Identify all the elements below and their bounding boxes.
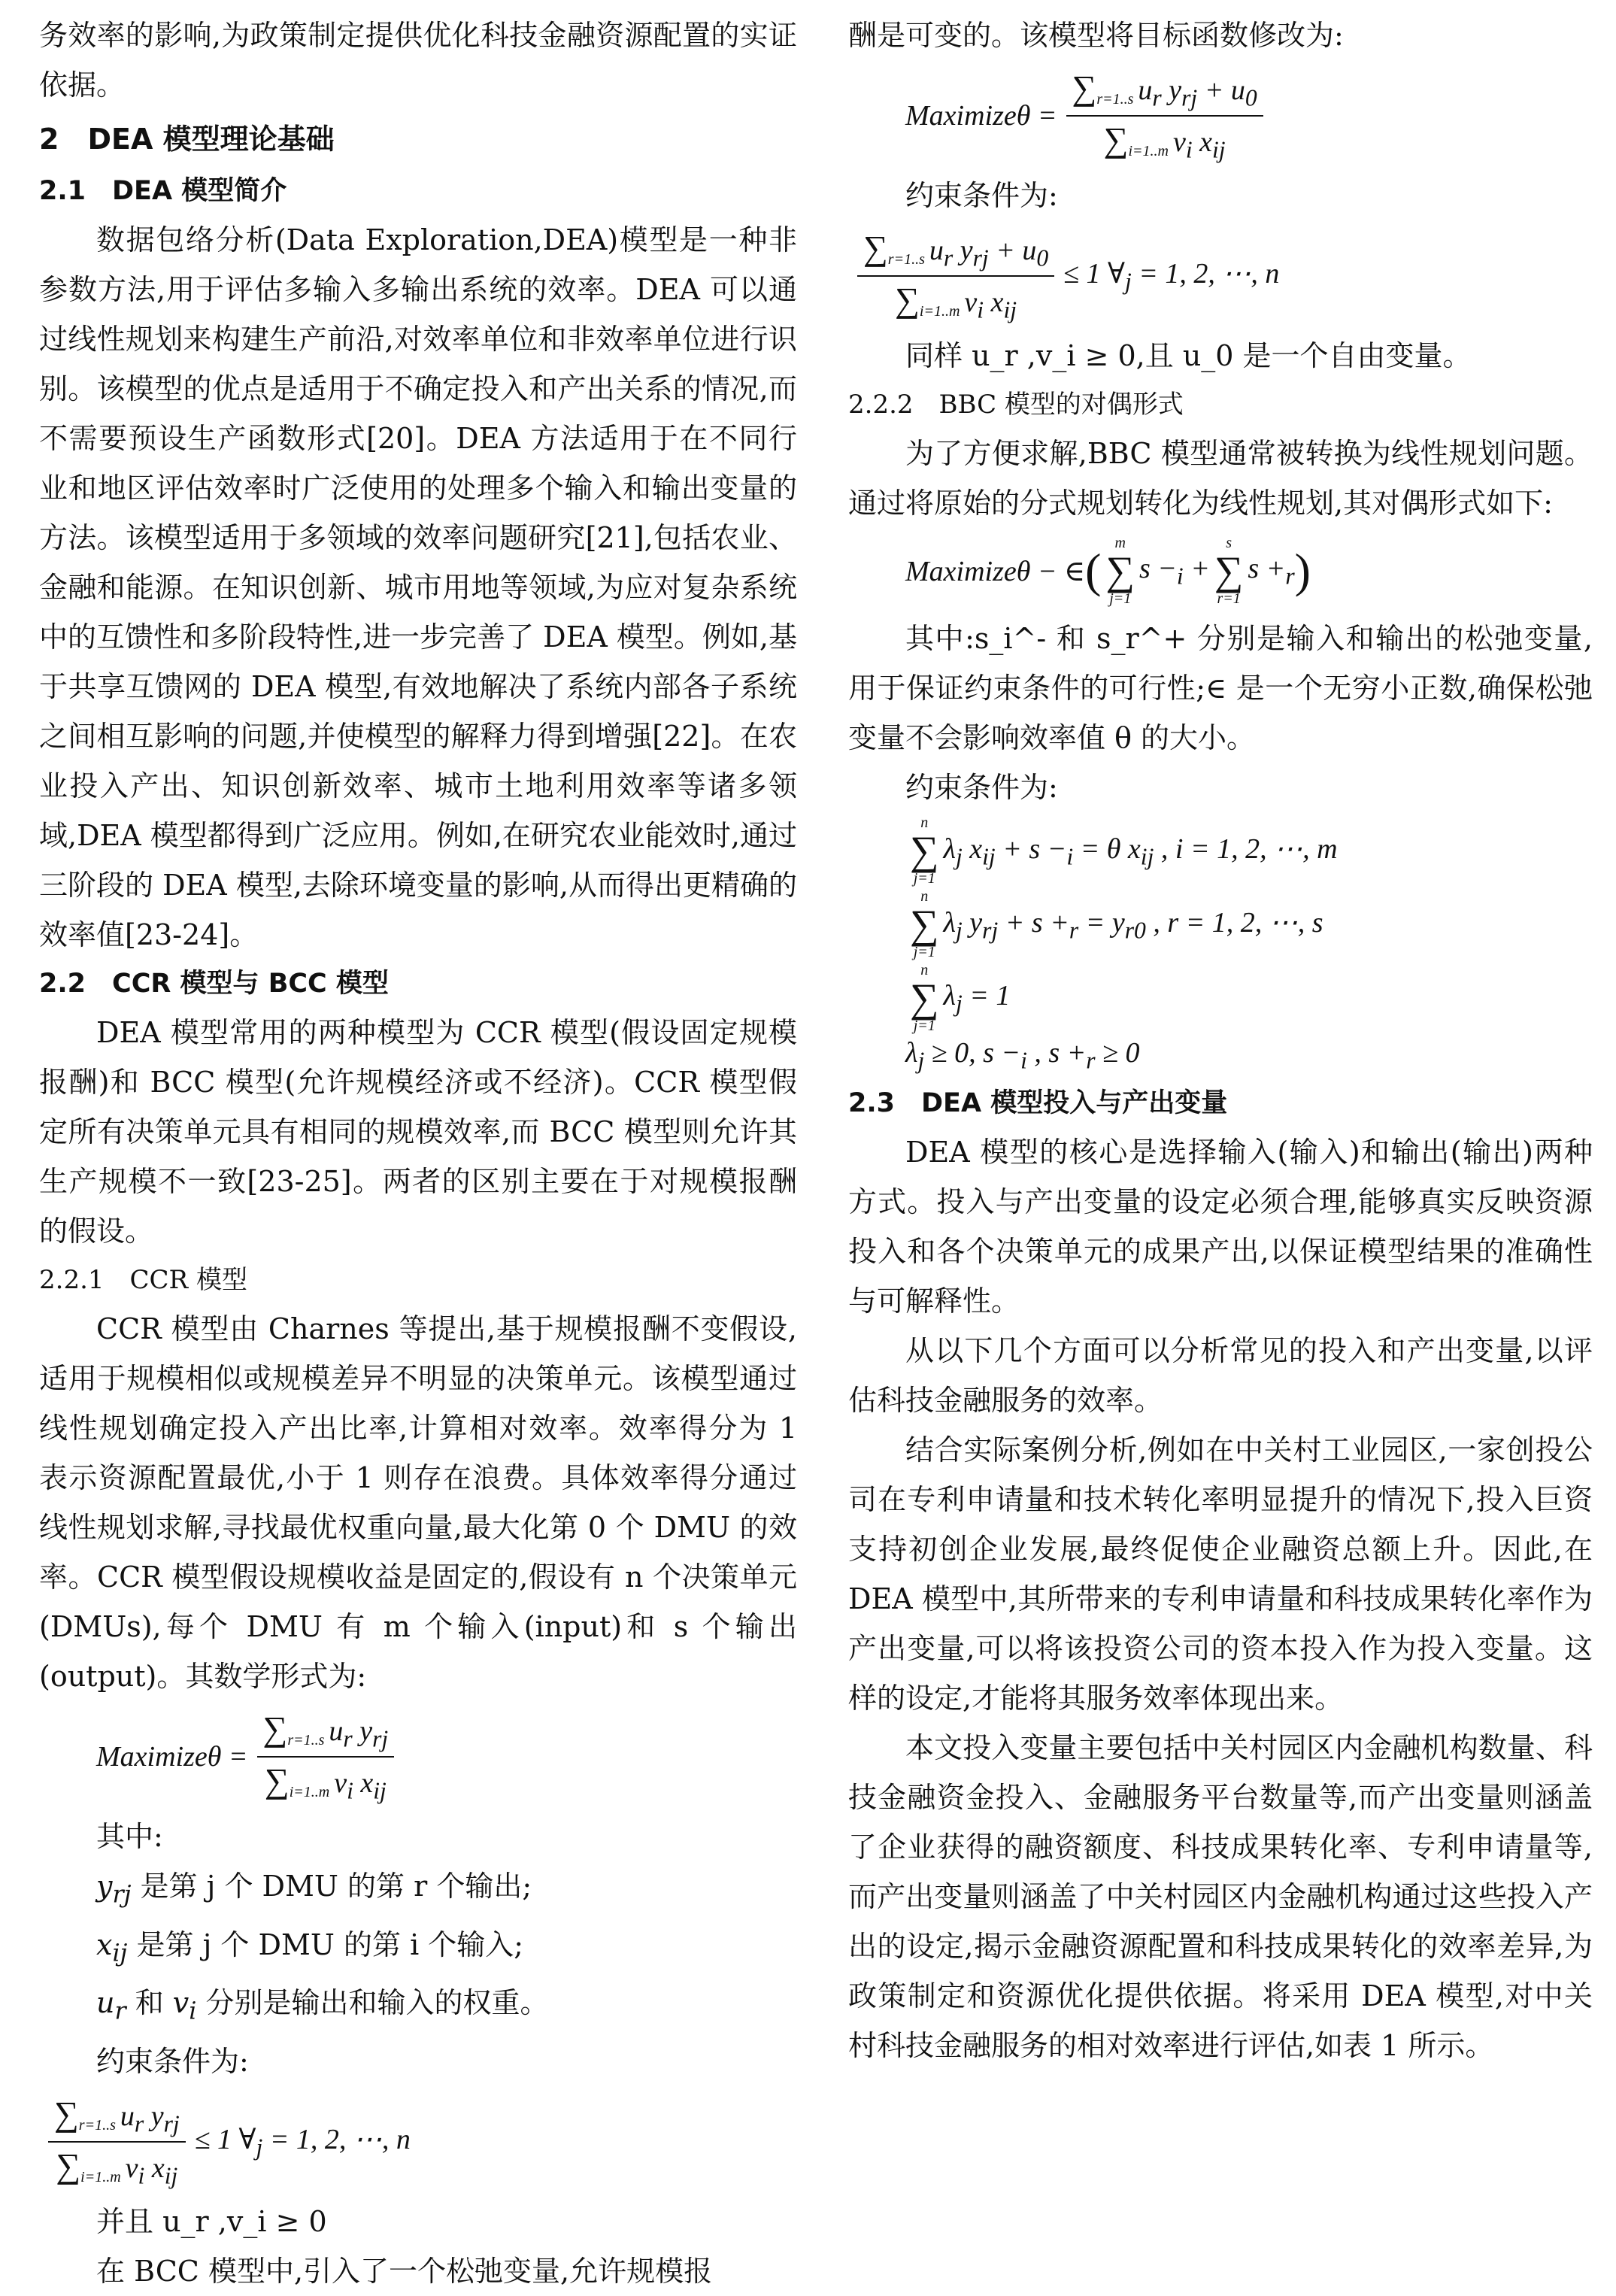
paragraph-dea-intro: 数据包络分析(Data Exploration,DEA)模型是一种非参数方法,用于评估多输入多输出系统的效率。DEA 可以通过线性规划来构建生产前沿,对效率单位和非效率单位进行识别。该模型的优点是适用于不确定投入和产出关系的情况,而不需要预设生产函数形式[20]。DEA 方法适用于在不同行业和地区评估效率时广泛使用的处理多个输入和输出变量的方法。该模型适用于多领域的效率问题研究[21],包括农业、金融和能源。在知识创新、城市用地等领域,为应对复杂系统中的互馈性和多阶段特性,进一步完善了 DEA 模型。例如,基于共享互馈网的 DEA 模型,有效地解决了系统内部各子系统之间相互影响的问题,并使模型的解释力得到增强[22]。在农业投入产出、知识创新效率、城市土地利用效率等诸多领域,DEA 模型都得到广泛应用。例如,在研究农业能效时,通过三阶段的 DEA 模型,去除环境变量的影响,从而得出更精确的效率值[23-24]。 (39, 223, 797, 951)
left-column (39, 11, 797, 2296)
paragraph-continued-right: 酬是可变的。该模型将目标函数修改为: (848, 19, 1344, 52)
equation-bcc-objective: Maximizeθ = $\frac{\sum r=1..s u_r y_{rj} + u_0}{\sum i=1..m v_i x_{ij}}$ (848, 68, 1593, 163)
paragraph-io-variables: 本文投入变量主要包括中关村园区内金融机构数量、科技金融资金投入、金融服务平台数量等,而产出变量则涵盖了企业获得的融资额度、科技成果转化率、专利申请量等,而产出变量则涵盖了中关村园区内金融机构通过这些投入产出的设定,揭示金融资源配置和科技成果转化的效率差异,为政策制定和资源优化提供依据。将采用 DEA 模型,对中关村科技金融服务的相对效率进行评估,如表 1 所示。 (848, 1730, 1593, 2062)
equation-dual-constraint-1: n ∑ j=1 $\lambda_j$ $x_{ij} + s -_i = \theta$ $x_{ij}$ , i = 1, 2, ⋯, m (910, 814, 1338, 887)
subsubsection-heading-2-2-1: 2.2.1 CCR 模型 (39, 1265, 247, 1295)
subsection-heading-2-1: 2.1 DEA 模型简介 (39, 176, 287, 206)
equation-dual-nonneg: $\lambda_j \ge 0$, $s -_i$ , $s +_r \ge 0$ (905, 1037, 1140, 1074)
definition-weights: $u_r$ 和 $v_i$ 分别是输出和输入的权重。 (96, 1986, 549, 2025)
paragraph-io-core: DEA 模型的核心是选择输入(输入)和输出(输出)两种方式。投入与产出变量的设定必须合理,能够真实反映资源投入和各个决策单元的成果产出,以保证模型结果的准确性与可解释性。 (848, 1135, 1593, 1318)
right-column (848, 11, 1593, 2070)
where-label: 其中: (96, 1820, 163, 1854)
paragraph-io-case: 结合实际案例分析,例如在中关村工业园区,一家创投公司在专利申请量和技术转化率明显提升的情况下,投入巨资支持初创企业发展,最终促使企业融资总额上升。因此,在 DEA 模型中,其所带来的专利申请量和科技成果转化率作为产出变量,可以将该投资公司的资本投入作为投入变量。这样的设定,才能将其服务效率体现出来。 (848, 1433, 1593, 1715)
equation-bcc-constraint: $\frac{\sum r=1..s u_r y_{rj} + u_0}{\sum i=1..m v_i x_{ij}}$ ≤ 1 $\forall_j = 1$, 2, ⋯, n (848, 228, 1593, 323)
equation-ccr-constraint: $\frac{\sum r=1..s u_r y_{rj}}{\sum i=1..m v_i x_{ij}}$ ≤ 1 $\forall_j = 1$, 2, ⋯, n (39, 2094, 797, 2189)
equation-dual-objective: Maximizeθ − ∈ ( m ∑ j=1 $s -_i$ + s ∑ r=1 $s +_r$ ) (905, 535, 1311, 608)
paragraph-ccr-bcc: DEA 模型常用的两种模型为 CCR 模型(假设固定规模报酬)和 BCC 模型(允许规模经济或不经济)。CCR 模型假定所有决策单元具有相同的规模效率,而 BCC 模型则允许其生产规模不一致[23-25]。两者的区别主要在于对规模报酬的假设。 (39, 1016, 797, 1248)
same-condition: 同样 u_r ,v_i ≥ 0,且 u_0 是一个自由变量。 (905, 339, 1472, 373)
paragraph-dual-form: 为了方便求解,BBC 模型通常被转换为线性规划问题。通过将原始的分式规划转化为线性规划,其对偶形式如下: (848, 437, 1593, 520)
subsubsection-heading-2-2-2: 2.2.2 BBC 模型的对偶形式 (848, 390, 1184, 420)
constraint-label: 约束条件为: (96, 2044, 249, 2078)
equation-dual-constraint-3: n ∑ j=1 $\lambda_j = 1$ (910, 962, 1011, 1035)
equation-ccr-objective: Maximizeθ = $\frac{\sum r=1..s u_r y_{rj}}{\sum i=1..m v_i x_{ij}}$ (39, 1709, 797, 1804)
equation-dual-constraint-2: n ∑ j=1 $\lambda_j$ $y_{rj} + s +_r = y_{r0}$ , r = 1, 2, ⋯, s (910, 888, 1323, 961)
constraint-label-right: 约束条件为: (905, 179, 1058, 213)
definition-x: $x_{ij}$ 是第 j 个 DMU 的第 i 个输入; (96, 1927, 524, 1967)
paragraph-io-aspects: 从以下几个方面可以分析常见的投入和产出变量,以评估科技金融服务的效率。 (848, 1333, 1593, 1417)
paragraph-ccr: CCR 模型由 Charnes 等提出,基于规模报酬不变假设,适用于规模相似或规模差异不明显的决策单元。该模型通过线性规划确定投入产出比率,计算相对效率。效率得分为 1 表示资源配置最优,小于 1 则存在浪费。具体效率得分通过线性规划求解,寻找最优权重向量,最大化第 0 个 DMU 的效率。CCR 模型假设规模收益是固定的,假设有 n 个决策单元(DMUs),每个 DMU 有 m 个输入(input)和 s 个输出(output)。其数学形式为: (39, 1312, 797, 1693)
subsection-heading-2-2: 2.2 CCR 模型与 BCC 模型 (39, 969, 389, 999)
paragraph-slack-vars: 其中:s_i^- 和 s_r^+ 分别是输入和输出的松弛变量,用于保证约束条件的可行性;∈ 是一个无穷小正数,确保松弛变量不会影响效率值 θ 的大小。 (848, 622, 1593, 755)
paragraph-continued: 务效率的影响,为政策制定提供优化科技金融资源配置的实证依据。 (39, 19, 797, 102)
section-heading-2: 2 DEA 模型理论基础 (39, 123, 335, 156)
nonneg-condition: 并且 u_r ,v_i ≥ 0 (96, 2205, 327, 2239)
constraint-label-dual: 约束条件为: (905, 771, 1058, 805)
paragraph-bcc-start: 在 BCC 模型中,引入了一个松弛变量,允许规模报 (96, 2255, 713, 2288)
subsection-heading-2-3: 2.3 DEA 模型投入与产出变量 (848, 1087, 1228, 1118)
definition-y: $y_{rj}$ 是第 j 个 DMU 的第 r 个输出; (96, 1870, 532, 1909)
